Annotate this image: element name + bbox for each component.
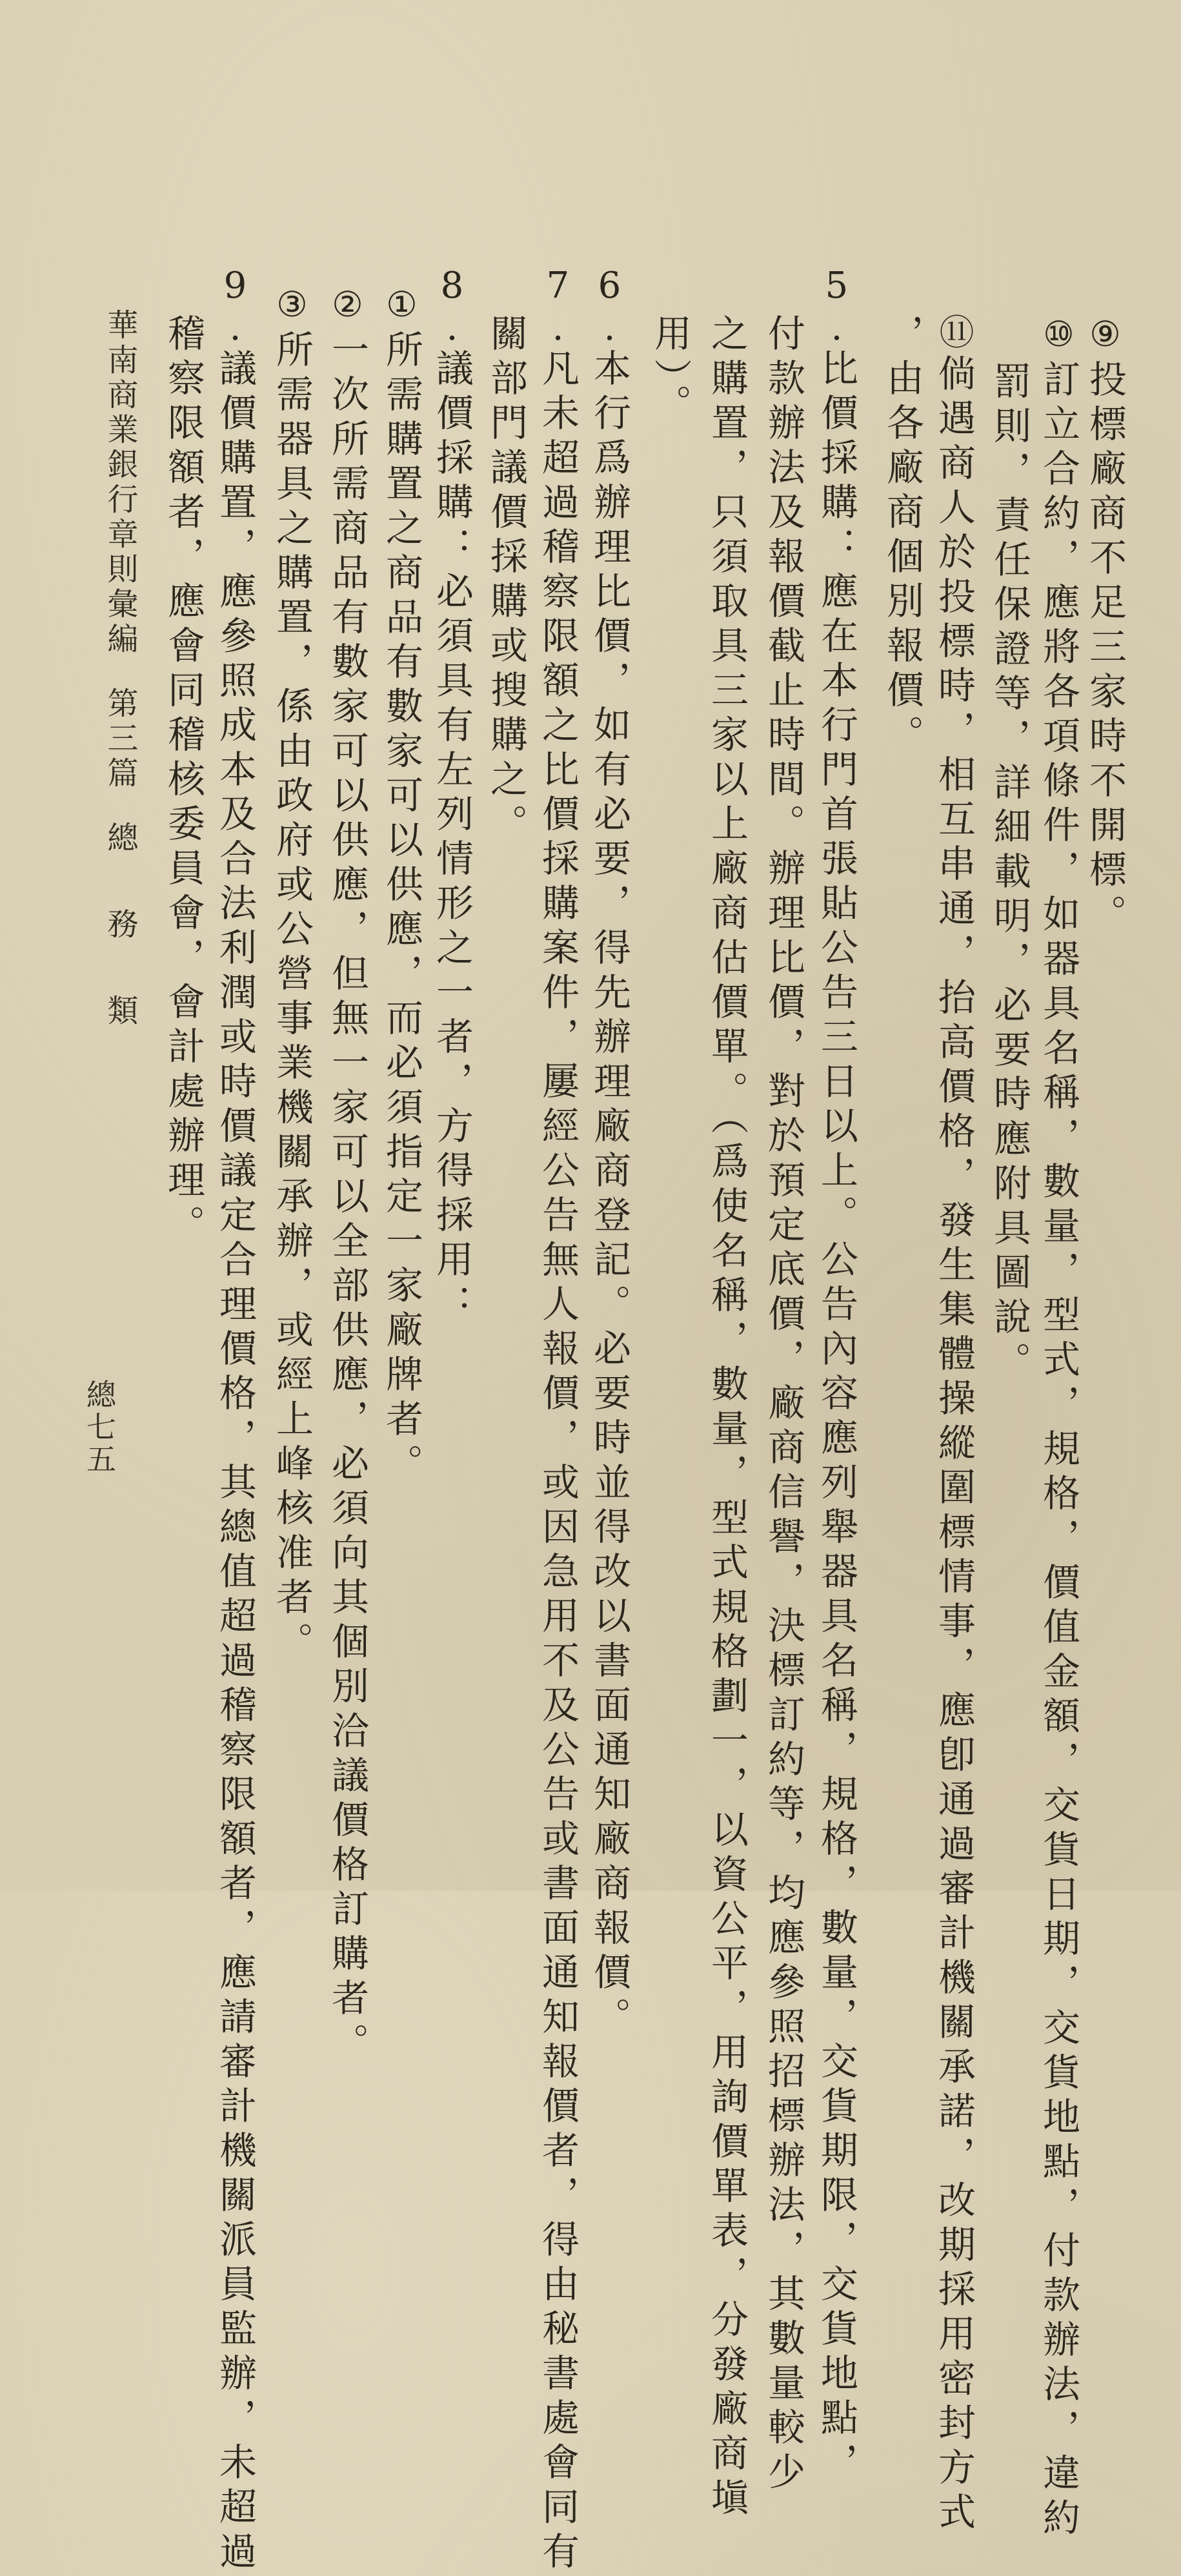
column-text: 之購置，只須取具三家以上廠商估價單。（爲使名稱，數量，型式規格劃一，以資公平，用詢價單表，分發廠商塡 — [705, 314, 749, 2522]
clause-10-continuation — [987, 362, 1031, 1386]
column-text: 所需器具之購置，係由政府或公營事業機關承辦，或經上峰核准者。 — [270, 330, 314, 1666]
circled-number-marker: ⑪ — [934, 314, 974, 349]
category-char-3: 類 — [102, 994, 138, 1025]
column-text: 訂立合約，應將各項條件，如器具名稱，數量，型式，規格，價值金額，交貨日期，交貨地點，付款辦法，違約 — [1036, 360, 1080, 2542]
column-text: 關部門議價採購或搜購之。 — [484, 314, 528, 848]
clause-9-bid-min — [1083, 314, 1127, 939]
column-text: 罰則，責任保證等，詳細載明，必要時應附具圖說。 — [987, 362, 1031, 1386]
section-number: 7. — [537, 265, 579, 349]
column-text: 稽察限額者，應會同稽核委員會，會計處辦理。 — [161, 314, 205, 1249]
column-text: 議價採購：必須具有左列情形之一者，方得採用： — [430, 349, 474, 1329]
section-5-continuation-1 — [762, 314, 805, 2497]
column-text: 議價購置，應參照成本及合法利潤或時價議定合理價格，其總值超過稽察限額者，應請審計機關派員監辦，未超過 — [213, 349, 257, 2576]
running-footer — [102, 309, 138, 1025]
page-number: 總七五 — [82, 1379, 117, 1476]
column-text: 凡未超過稽察限額之比價採購案件，屢經公告無人報價，或因急用不及公告或書面通知報價者，得由秘書處會同有 — [536, 349, 580, 2576]
section-6-registration — [587, 265, 631, 2041]
section-5-price-comparison — [814, 265, 858, 2487]
section-7-continuation — [484, 314, 528, 848]
clause-10-contract — [1036, 314, 1080, 2542]
section-7-no-bids — [536, 265, 580, 2576]
category-char-2: 務 — [102, 908, 138, 939]
column-text: 比價採購：應在本行門首張貼公告三日以上。公告內容應列舉器具名稱，規格，數量，交貨期限，交貨地點， — [814, 349, 858, 2487]
section-number: 5. — [816, 265, 858, 349]
book-title: 華南商業銀行章則彙編 — [102, 309, 138, 657]
circled-number-marker: ⑩ — [1038, 314, 1079, 354]
section-number: 8. — [431, 265, 473, 349]
section-8-negotiated-purchase — [430, 265, 474, 1329]
section-9-negotiated-acquisition — [213, 265, 257, 2576]
column-text: 一次所需商品有數家可以供應，但無一家可以全部供應，必須向其個別洽議價格訂購者。 — [325, 330, 369, 2067]
column-text: 付款辦法及報價截止時間。辦理比價，對於預定底價，廠商信譽，決標訂約等，均應參照招標辦法，其數量較少 — [762, 314, 805, 2497]
column-text: 用）。 — [648, 314, 692, 429]
column-text: ，由各廠商個別報價。 — [880, 314, 924, 759]
circled-number-marker: ② — [327, 284, 368, 325]
column-text: 所需購置之商品有數家可以供應，而必須指定一家廠牌者。 — [379, 330, 423, 1488]
condition-3 — [270, 284, 314, 1666]
circled-number-marker: ⑨ — [1085, 314, 1125, 354]
section-5-continuation-3 — [648, 314, 692, 429]
circled-number-marker: ① — [381, 284, 422, 325]
clause-11-continuation — [880, 314, 924, 759]
section-number: 6. — [589, 265, 631, 349]
circled-number-marker: ③ — [272, 284, 312, 325]
condition-2 — [325, 284, 369, 2067]
section-5-continuation-2 — [705, 314, 749, 2522]
column-text: 倘遇商人於投標時，相互串通，抬高價格，發生集體操縱圍標情事，應卽通過審計機關承諾，改期採用密封方式 — [932, 354, 976, 2537]
section-9-continuation — [161, 314, 205, 1249]
column-text: 本行爲辦理比價，如有必要，得先辦理廠商登記。必要時並得改以書面通知廠商報價。 — [587, 349, 631, 2041]
clause-11-collusion — [932, 314, 976, 2537]
part-label: 第三篇 — [102, 687, 138, 792]
section-number: 9. — [214, 265, 256, 349]
category-char-1: 總 — [102, 821, 138, 852]
condition-1 — [379, 284, 423, 1488]
column-text: 投標廠商不足三家時不開標。 — [1083, 360, 1127, 939]
